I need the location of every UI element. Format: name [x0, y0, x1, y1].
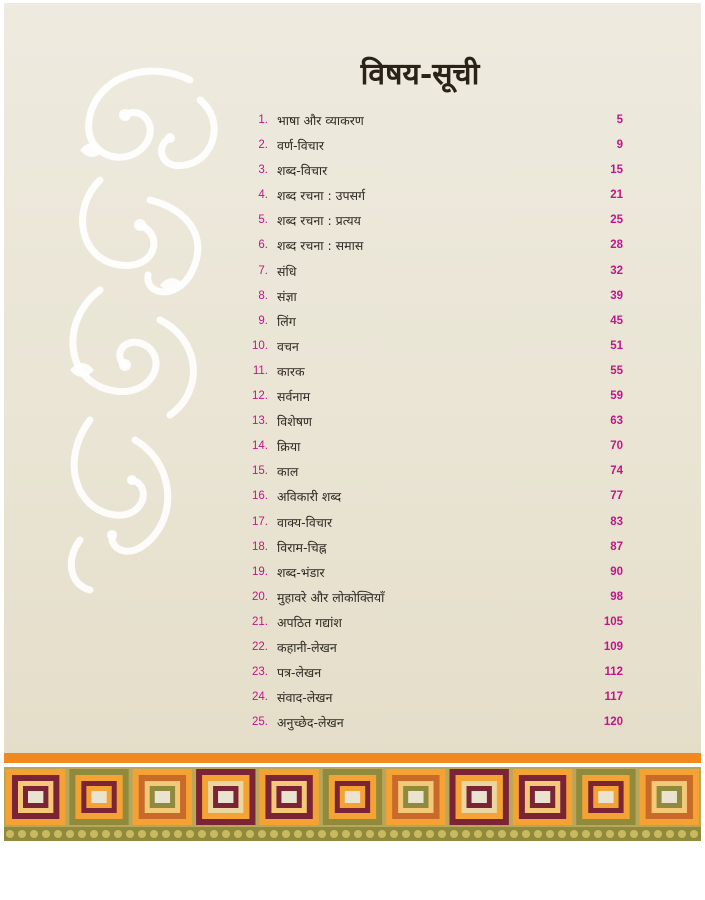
toc-entry-page: 39: [610, 289, 623, 302]
toc-entry: [240, 133, 635, 158]
toc-entry-title: क्रिया: [277, 439, 301, 455]
toc-entry-number: 21.: [252, 615, 268, 628]
toc-entry-page: 83: [610, 515, 623, 528]
toc-entry-number: 24.: [252, 691, 268, 704]
toc-entry-number: 12.: [252, 390, 268, 403]
toc-entry: [240, 208, 635, 233]
toc-entry-title: लिंग: [277, 313, 296, 329]
toc-entry-number: 13.: [252, 415, 268, 428]
toc-entry: [240, 309, 635, 334]
toc-entry: [240, 685, 635, 710]
toc-entry: [240, 158, 635, 183]
geometric-square-border-band: [4, 753, 701, 841]
toc-entry: [240, 409, 635, 434]
toc-entry: [240, 635, 635, 660]
toc-entry-number: 11.: [252, 364, 268, 377]
toc-entry: [240, 510, 635, 535]
toc-entry-title: वाक्य-विचार: [277, 514, 333, 530]
toc-entry-title: शब्द-भंडार: [277, 564, 325, 580]
toc-entry-title: शब्द रचना : समास: [277, 238, 364, 254]
toc-entry-number: 15.: [252, 465, 268, 478]
toc-entry-page: 45: [610, 314, 623, 327]
toc-entry-number: 5.: [258, 214, 268, 227]
toc-entry-title: वचन: [277, 338, 299, 354]
toc-entry-title: वर्ण-विचार: [277, 138, 324, 154]
toc-entry: [240, 183, 635, 208]
toc-entry-page: 59: [610, 390, 623, 403]
toc-entry-number: 2.: [258, 139, 268, 152]
toc-entry-title: संज्ञा: [277, 288, 297, 304]
toc-entry: [240, 610, 635, 635]
page-title: विषय-सूची: [360, 57, 480, 92]
toc-entry: [240, 108, 635, 133]
toc-entry-title: शब्द रचना : उपसर्ग: [277, 188, 366, 204]
toc-entry: [240, 585, 635, 610]
toc-entry: [240, 710, 635, 735]
toc-entry-page: 51: [610, 339, 623, 352]
toc-entry: [240, 359, 635, 384]
toc-entry-number: 16.: [252, 490, 268, 503]
toc-entry-title: कारक: [277, 363, 305, 379]
toc-entry-title: विशेषण: [277, 414, 312, 430]
toc-entry-title: कहानी-लेखन: [277, 639, 337, 655]
toc-entry-page: 98: [610, 590, 623, 603]
toc-entry-title: सर्वनाम: [277, 389, 311, 405]
toc-entry-page: 70: [610, 440, 623, 453]
toc-entry-number: 7.: [258, 264, 268, 277]
toc-entry-title: काल: [277, 464, 299, 480]
toc-entry-title: अविकारी शब्द: [277, 489, 342, 505]
toc-entry-number: 4.: [258, 189, 268, 202]
floral-swirl-ornament: [40, 40, 240, 600]
toc-entry-page: 112: [604, 666, 623, 679]
toc-entry-page: 32: [610, 264, 623, 277]
toc-entry-page: 105: [603, 615, 623, 628]
toc-entry: [240, 560, 635, 585]
toc-entry: [240, 434, 635, 459]
toc-entry-title: संधि: [277, 263, 297, 279]
toc-entry: [240, 535, 635, 560]
toc-entry-page: 9: [616, 139, 623, 152]
toc-entry-title: विराम-चिह्न: [277, 539, 327, 555]
toc-entry: [240, 334, 635, 359]
toc-entry-number: 6.: [258, 239, 268, 252]
toc-entry-number: 23.: [252, 666, 268, 679]
toc-entry: [240, 660, 635, 685]
toc-entry-title: शब्द रचना : प्रत्यय: [277, 213, 361, 229]
toc-entry-page: 74: [610, 465, 623, 478]
toc-entry-number: 19.: [252, 565, 268, 578]
toc-entry-number: 22.: [252, 640, 268, 653]
toc-entry-number: 10.: [252, 339, 268, 352]
toc-entry-number: 14.: [252, 440, 268, 453]
toc-entry-number: 1.: [258, 114, 268, 126]
toc-entry-title: पत्र-लेखन: [277, 665, 322, 681]
toc-entry-page: 120: [603, 716, 623, 729]
toc-entry-number: 17.: [252, 515, 268, 528]
toc-entry-page: 77: [610, 490, 623, 503]
toc-entry-number: 25.: [252, 716, 268, 729]
toc-entry-title: अपठित गद्यांश: [277, 614, 342, 630]
toc-entry-title: संवाद-लेखन: [277, 690, 333, 706]
toc-entry-page: 87: [610, 540, 623, 553]
toc-entry-page: 5: [616, 114, 623, 126]
toc-entry-title: शब्द-विचार: [277, 163, 328, 179]
toc-entry-page: 117: [604, 691, 623, 704]
toc-entry-number: 3.: [258, 164, 268, 177]
toc-entry-title: मुहावरे और लोकोक्तियाँ: [277, 589, 385, 605]
toc-entry-page: 63: [610, 415, 623, 428]
toc-entry: [240, 284, 635, 309]
toc-entry: [240, 259, 635, 284]
toc-entry: [240, 233, 635, 258]
toc-entry-page: 21: [610, 189, 623, 202]
toc-entry: [240, 484, 635, 509]
toc-entry-number: 9.: [258, 314, 268, 327]
toc-entry-number: 20.: [252, 590, 268, 603]
toc-entry: [240, 459, 635, 484]
toc-entry-page: 28: [610, 239, 623, 252]
toc-entry: [240, 384, 635, 409]
toc-entry-page: 25: [610, 214, 623, 227]
toc-entry-page: 55: [610, 364, 623, 377]
toc-entry-number: 8.: [258, 289, 268, 302]
toc-entry-title: अनुच्छेद-लेखन: [277, 715, 344, 731]
toc-entry-page: 15: [610, 164, 623, 177]
toc-entry-title: भाषा और व्याकरण: [277, 113, 364, 128]
table-of-contents: [240, 108, 635, 735]
toc-entry-page: 109: [603, 640, 623, 653]
toc-entry-page: 90: [610, 565, 623, 578]
toc-entry-number: 18.: [252, 540, 268, 553]
